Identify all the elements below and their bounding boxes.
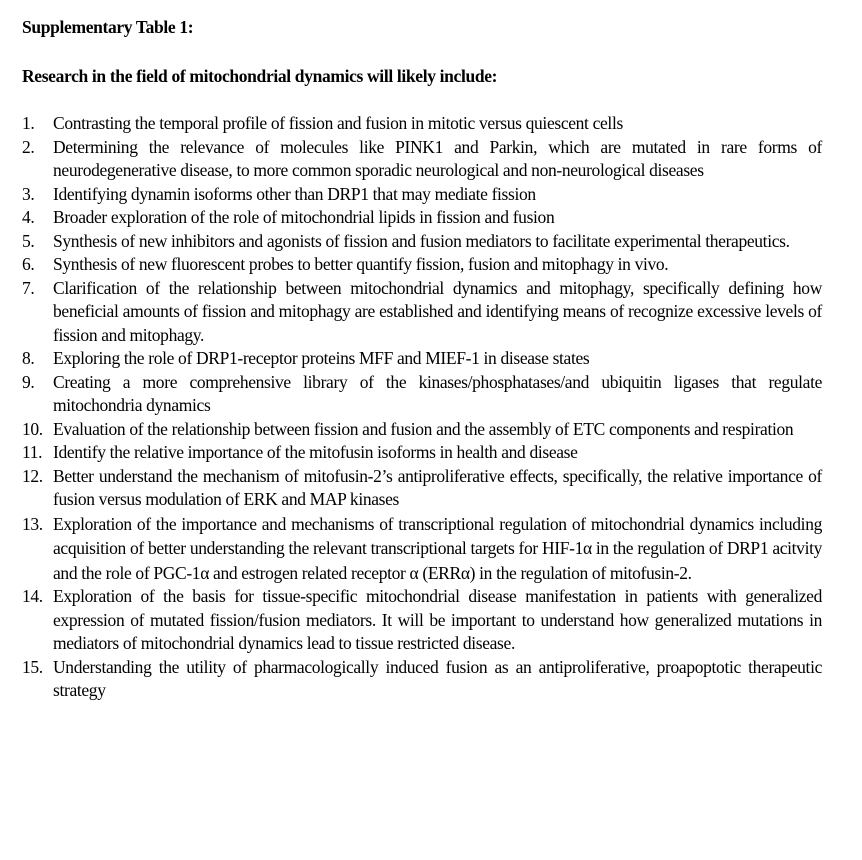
item-number: 7. bbox=[22, 277, 35, 298]
list-item bbox=[22, 371, 822, 418]
item-number: 4. bbox=[22, 207, 35, 227]
item-number: 15. bbox=[22, 656, 43, 677]
item-number: 13. bbox=[22, 513, 43, 534]
list-item bbox=[22, 253, 822, 277]
item-text: Understanding the utility of pharmacologically induced fusion as an antiproliferative, proapoptotic therapeutic strategy bbox=[53, 656, 822, 700]
item-text: Exploration of the importance and mechanisms of transcriptional regulation of mitochondrial dynamics including acquisition of better understanding the relevant transcriptional targets for HIF-1α in the regulation of DRP1 acitvity and the role of PGC-1α and estrogen related receptor α (ERRα) in the regulation of mitofusin-2. bbox=[53, 513, 822, 583]
list-item bbox=[22, 656, 822, 703]
list-item bbox=[22, 206, 822, 230]
item-number: 10. bbox=[22, 418, 43, 439]
list-item bbox=[22, 112, 822, 136]
research-list bbox=[22, 112, 822, 703]
item-number: 9. bbox=[22, 371, 35, 392]
document-title: Supplementary Table 1: bbox=[22, 17, 194, 37]
item-text: Evaluation of the relationship between fission and fusion and the assembly of ETC components and respiration bbox=[53, 418, 794, 439]
list-item bbox=[22, 585, 822, 656]
list-item bbox=[22, 465, 822, 512]
list-item bbox=[22, 183, 822, 207]
item-text: Exploring the role of DRP1-receptor proteins MFF and MIEF-1 in disease states bbox=[53, 348, 590, 368]
item-number: 3. bbox=[22, 183, 35, 204]
item-number: 2. bbox=[22, 136, 35, 157]
item-number: 14. bbox=[22, 586, 43, 606]
item-text: Better understand the mechanism of mitofusin-2’s antiproliferative effects, specifically, the relative importance of fusion versus modulation of ERK and MAP kinases bbox=[53, 465, 822, 509]
item-number: 8. bbox=[22, 348, 35, 368]
list-item bbox=[22, 512, 822, 586]
item-text: Exploration of the basis for tissue-specific mitochondrial disease manifestation in patients with generalized expression of mutated fission/fusion mediators. It will be important to understand how generalized mutations in mediators of mitochondrial dynamics lead to tissue restricted disease. bbox=[53, 586, 822, 653]
item-number: 12. bbox=[22, 465, 43, 486]
item-number: 11. bbox=[22, 442, 43, 462]
item-text: Identifying dynamin isoforms other than DRP1 that may mediate fission bbox=[53, 183, 536, 204]
item-text: Clarification of the relationship between mitochondrial dynamics and mitophagy, specifically defining how beneficial amounts of fission and mitophagy are established and identifying means of recognize excessive levels of fission and mitophagy. bbox=[53, 277, 822, 345]
list-item bbox=[22, 136, 822, 183]
item-text: Synthesis of new inhibitors and agonists of fission and fusion mediators to facilitate experimental therapeutics. bbox=[53, 230, 790, 251]
item-number: 1. bbox=[22, 113, 35, 133]
list-item bbox=[22, 277, 822, 348]
item-number: 6. bbox=[22, 254, 35, 274]
document-subtitle: Research in the field of mitochondrial dynamics will likely include: bbox=[22, 66, 498, 86]
item-text: Broader exploration of the role of mitochondrial lipids in fission and fusion bbox=[53, 207, 555, 227]
item-text: Identify the relative importance of the mitofusin isoforms in health and disease bbox=[53, 442, 578, 462]
list-item bbox=[22, 441, 822, 465]
item-text: Determining the relevance of molecules like PINK1 and Parkin, which are mutated in rare forms of neurodegenerative disease, to more common sporadic neurological and non-neurological diseases bbox=[53, 136, 822, 180]
list-item bbox=[22, 418, 822, 442]
item-text: Contrasting the temporal profile of fission and fusion in mitotic versus quiescent cells bbox=[53, 113, 623, 133]
item-number: 5. bbox=[22, 230, 35, 251]
item-text: Synthesis of new fluorescent probes to better quantify fission, fusion and mitophagy in vivo. bbox=[53, 254, 669, 274]
list-item bbox=[22, 347, 822, 371]
list-item bbox=[22, 230, 822, 254]
item-text: Creating a more comprehensive library of the kinases/phosphatases/and ubiquitin ligases that regulate mitochondria dynamics bbox=[53, 371, 822, 415]
